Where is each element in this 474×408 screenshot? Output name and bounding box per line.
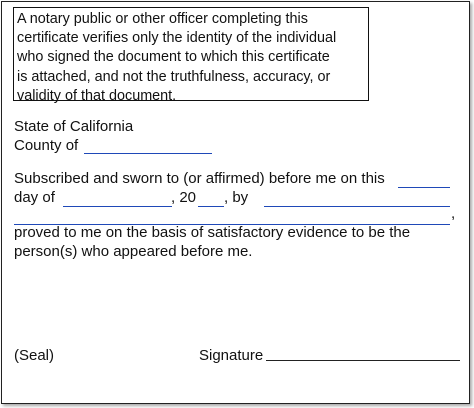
by-label: , by [224, 189, 249, 206]
notary-certificate-frame [1, 1, 470, 404]
year-prefix-label: , 20 [171, 189, 197, 206]
proved-statement-line-2: person(s) who appeared before me. [14, 243, 253, 260]
year-field[interactable] [198, 186, 224, 207]
proved-statement-line-1: proved to me on the basis of satisfactory evidence to be the [14, 224, 411, 241]
seal-label: (Seal) [14, 347, 55, 364]
disclaimer-line-2: certificate verifies only the identity of the individual [17, 30, 337, 47]
sworn-statement-line: Subscribed and sworn to (or affirmed) before me on this [14, 170, 385, 187]
signer-names-field[interactable] [264, 186, 450, 207]
month-field[interactable] [63, 186, 172, 207]
county-label: County of [14, 137, 79, 154]
day-of-label: day of [14, 189, 55, 206]
signature-label: Signature [199, 347, 264, 364]
signer-names-continuation-field[interactable] [14, 205, 450, 225]
state-label: State of California [14, 118, 134, 135]
signature-line[interactable] [266, 360, 460, 361]
disclaimer-line-5: validity of that document. [17, 87, 177, 104]
disclaimer-line-1: A notary public or other officer completing this [17, 11, 308, 27]
day-number-field[interactable] [398, 167, 450, 188]
notary-disclaimer-box [13, 7, 369, 104]
disclaimer-line-4: is attached, and not the truthfulness, accuracy, or [17, 68, 331, 85]
county-field[interactable] [84, 133, 212, 154]
disclaimer-line-3: who signed the document to which this certificate [17, 49, 330, 66]
trailing-comma: , [451, 205, 456, 222]
